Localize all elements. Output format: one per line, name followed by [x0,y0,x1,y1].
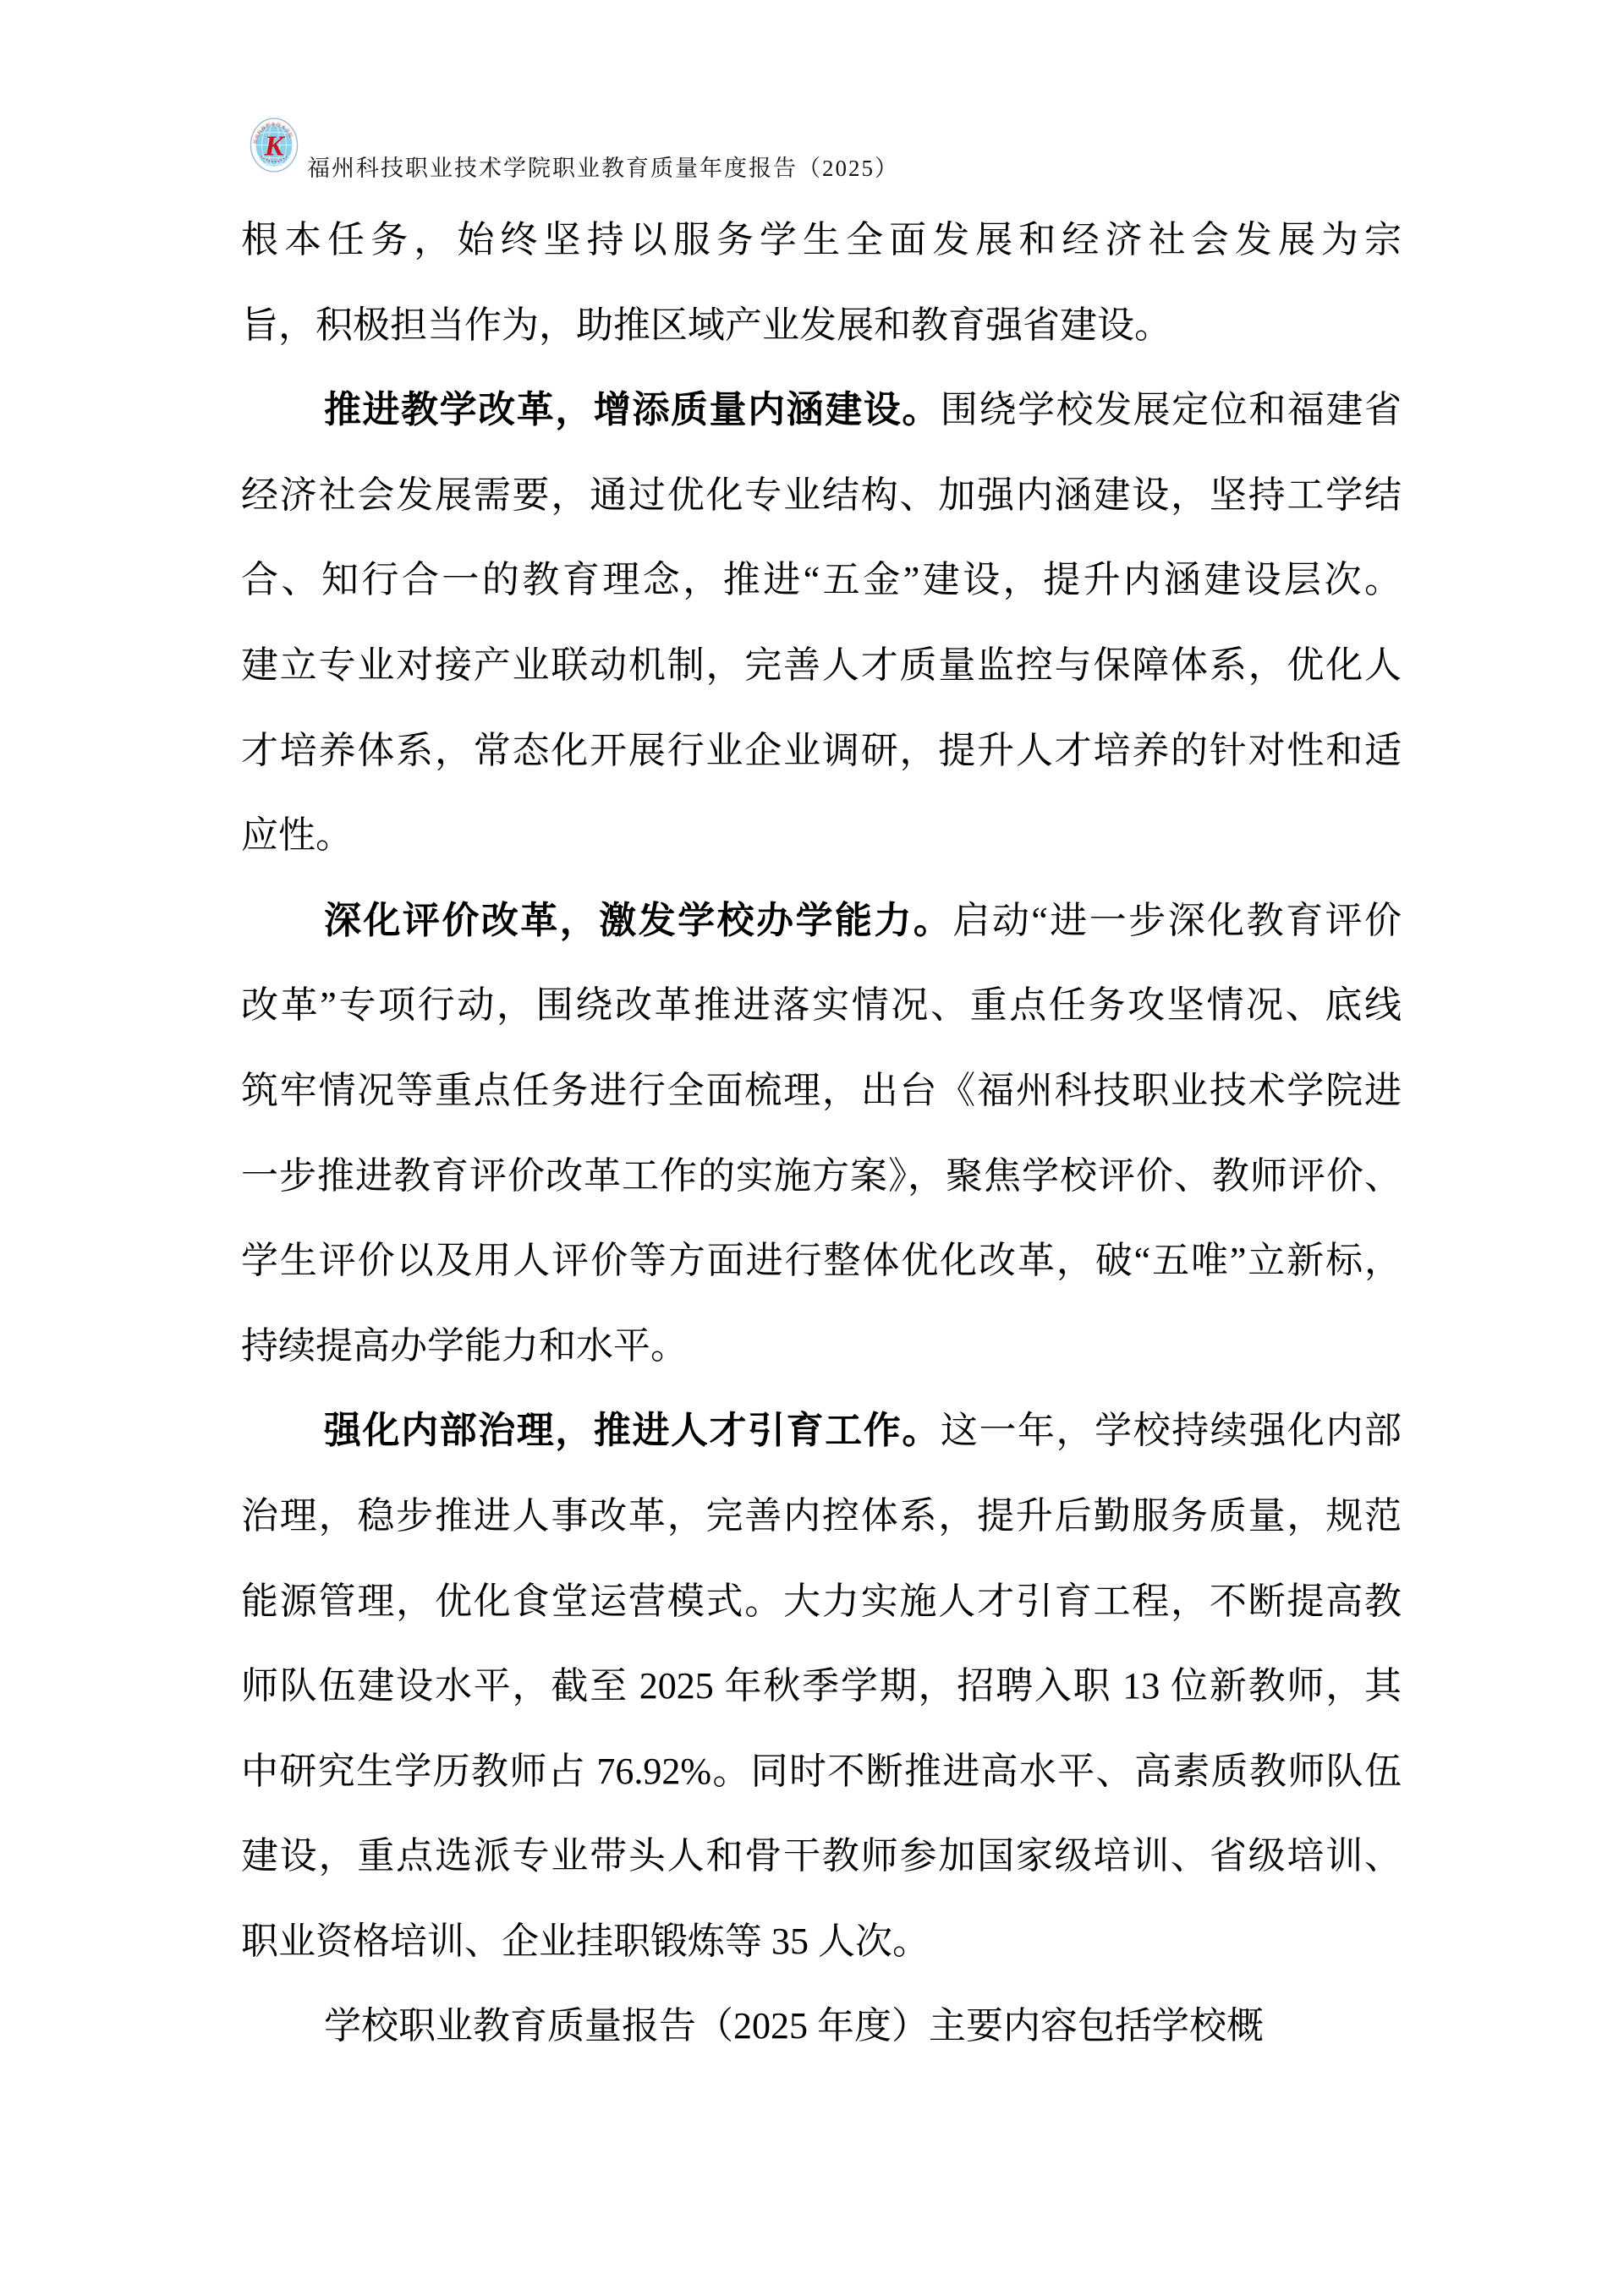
body-text: 职业资格培训、企业挂职锻炼等 35 人次。 [241,1920,930,1962]
body-text: 经济社会发展需要，通过优化专业结构、加强内涵建设，坚持工学结 [241,474,1402,516]
text-line [241,453,1402,539]
body-text: 围绕学校发展定位和福建省 [940,389,1402,431]
bold-lead-text: 深化评价改革，激发学校办学能力。 [324,899,953,941]
body-text: 旨，积极担当作为，助推区域产业发展和教育强省建设。 [241,304,1171,346]
text-line [241,1219,1402,1304]
school-logo-graphic [250,117,299,173]
logo-letter-K: K [264,130,284,162]
text-line [241,1559,1402,1645]
body-text: 启动“进一步深化教育评价 [952,899,1402,941]
body-text: 一步推进教育评价改革工作的实施方案》，聚焦学校评价、教师评价、 [241,1154,1402,1197]
text-line [241,1304,1402,1389]
body-text: 建立专业对接产业联动机制，完善人才质量监控与保障体系，优化人 [241,644,1402,686]
school-logo [250,117,299,173]
body-text: 合、知行合一的教育理念，推进“五金”建设，提升内涵建设层次。 [241,559,1402,601]
body-text: 学校职业教育质量报告（2025 年度）主要内容包括学校概 [324,2005,1264,2047]
text-line [241,1049,1402,1134]
bold-lead-text: 推进教学改革，增添质量内涵建设。 [324,389,941,431]
logo-arc-text: 福州科技职业技术学院 [253,122,294,145]
body-text: 治理，稳步推进人事改革，完善内控体系，提升后勤服务质量，规范 [241,1494,1402,1537]
text-line [241,1134,1402,1219]
text-line [241,793,1402,879]
text-line [241,879,1402,964]
body-text: 持续提高办学能力和水平。 [241,1324,688,1367]
body-text: 这一年，学校持续强化内部 [940,1410,1402,1452]
body-text: 应性。 [241,814,353,857]
text-line [241,198,1402,283]
text-line [241,709,1402,794]
body-text: 才培养体系，常态化开展行业企业调研，提升人才培养的针对性和适 [241,729,1402,771]
body-text: 根本任务，始终坚持以服务学生全面发展和经济社会发展为宗 [241,219,1402,260]
text-line [241,368,1402,453]
text-line [241,538,1402,623]
document-body [241,198,1402,2069]
text-line [241,1984,1402,2069]
text-line [241,283,1402,369]
text-line [241,1389,1402,1474]
body-text: 筑牢情况等重点任务进行全面梳理，出台《福州科技职业技术学院进 [241,1069,1402,1111]
text-line [241,623,1402,709]
text-line [241,1899,1402,1985]
text-line [241,1644,1402,1729]
text-line [241,1729,1402,1815]
page-header [250,117,899,181]
body-text: 改革”专项行动，围绕改革推进落实情况、重点任务攻坚情况、底线 [241,984,1402,1027]
body-text: 中研究生学历教师占 76.92%。同时不断推进高水平、高素质教师队伍 [241,1750,1402,1792]
text-line [241,1814,1402,1899]
report-header-title: 福州科技职业技术学院职业教育质量年度报告（2025） [307,156,899,181]
body-text: 能源管理，优化食堂运营模式。大力实施人才引育工程，不断提高教 [241,1580,1402,1622]
body-text: 学生评价以及用人评价等方面进行整体优化改革，破“五唯”立新标， [241,1240,1402,1282]
body-text: 师队伍建设水平，截至 2025 年秋季学期，招聘入职 13 位新教师，其 [241,1665,1402,1707]
text-line [241,963,1402,1049]
bold-lead-text: 强化内部治理，推进人才引育工作。 [324,1410,941,1452]
body-text: 建设，重点选派专业带头人和骨干教师参加国家级培训、省级培训、 [241,1835,1402,1877]
text-line [241,1474,1402,1559]
